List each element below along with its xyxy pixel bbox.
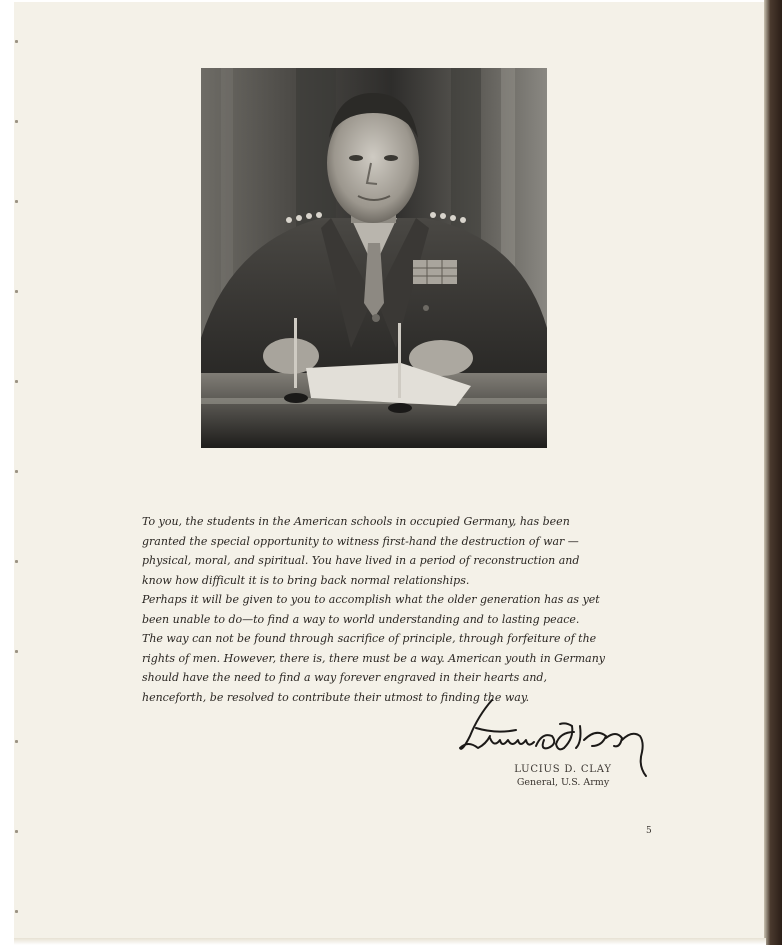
binding-stitch (15, 560, 18, 563)
message-paragraph-2: Perhaps it will be given to you to accomplish what the older generation has as yet been unable to do—to find a way to world understanding and to lasting peace. (142, 593, 600, 626)
binding-stitch (15, 290, 18, 293)
message-paragraph-1: To you, the students in the American schools in occupied Germany, has been granted the special opportunity to witness first-hand the destruction of war — physical, moral, and spiritual. You have lived in a period of reconstruction and know how difficult it is to bring back normal relationships. (142, 515, 580, 587)
binding-stitch (15, 650, 18, 653)
book-spine-shadow (764, 0, 782, 945)
page-number: 5 (646, 826, 652, 836)
binding-stitch (15, 830, 18, 833)
signer-name: LUCIUS D. CLAY (514, 764, 612, 775)
binding-stitch (15, 40, 18, 43)
binding-stitch (15, 200, 18, 203)
binding-stitch (15, 470, 18, 473)
binding-stitch (15, 120, 18, 123)
binding-stitch (15, 910, 18, 913)
portrait-illustration (201, 68, 547, 448)
signer-title: General, U.S. Army (516, 777, 610, 788)
binding-stitch (15, 380, 18, 383)
message-paragraph-3: The way can not be found through sacrifice of principle, through forfeiture of the rights of men. However, there is, there must be a way. American youth in Germany should have the need to find a way forever engraved in their hearts and, henceforth, be resolved to contribute their utmost to finding the way. (142, 632, 606, 704)
page-bottom-edge (14, 938, 766, 945)
portrait-photograph (201, 68, 547, 448)
message-text (142, 512, 612, 707)
binding-stitch (15, 740, 18, 743)
